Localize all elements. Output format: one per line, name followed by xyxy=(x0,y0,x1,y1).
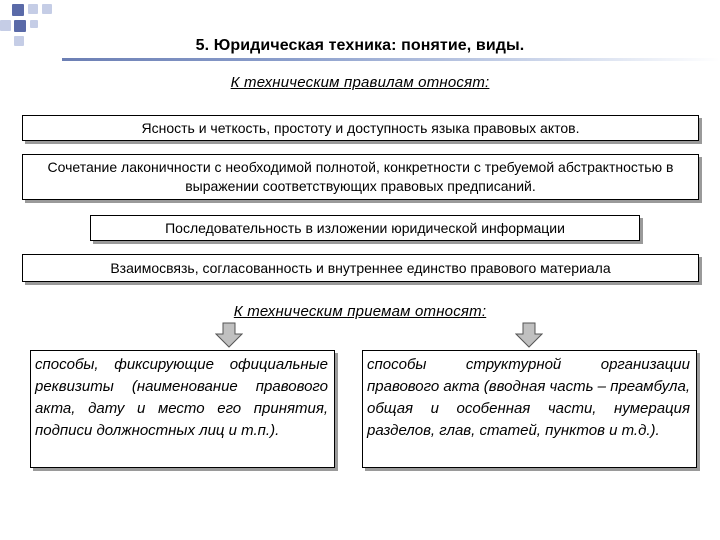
technique-box: способы структурной организации правового акта (вводная часть – преамбула, общая и особенная части, нумерация разделов, глав, статей, пунктов и т.д.). xyxy=(362,350,697,468)
down-arrow-icon xyxy=(515,322,543,348)
rule-box xyxy=(90,215,640,241)
down-arrow-icon xyxy=(215,322,243,348)
technique-box: способы, фиксирующие официальные реквизиты (наименование правового акта, дату и место его принятия, подписи должностных лиц и т.п.). xyxy=(30,350,335,468)
techniques-heading: К техническим приемам относят: xyxy=(233,303,487,320)
corner-square-icon xyxy=(0,20,11,31)
rule-text: Последовательность в изложении юридической информации xyxy=(165,219,565,236)
page-title: 5. Юридическая техника: понятие, виды. xyxy=(195,37,525,54)
rule-box xyxy=(22,254,699,282)
rule-text: Взаимосвязь, согласованность и внутреннее единство правового материала xyxy=(110,259,611,276)
rule-box xyxy=(22,154,699,200)
corner-square-icon xyxy=(30,20,38,28)
rule-text: Ясность и четкость, простоту и доступность языка правовых актов. xyxy=(141,119,580,136)
rules-heading: К техническим правилам относят: xyxy=(230,74,490,91)
rule-text: Сочетание лаконичности с необходимой полнотой, конкретности с требуемой абстрактностью в выражении соответствующих правовых предписаний. xyxy=(47,159,674,194)
corner-square-icon xyxy=(14,20,26,32)
corner-square-icon xyxy=(42,4,52,14)
rule-box xyxy=(22,115,699,141)
corner-square-icon xyxy=(28,4,38,14)
title-underline xyxy=(62,58,720,61)
corner-square-icon xyxy=(12,4,24,16)
